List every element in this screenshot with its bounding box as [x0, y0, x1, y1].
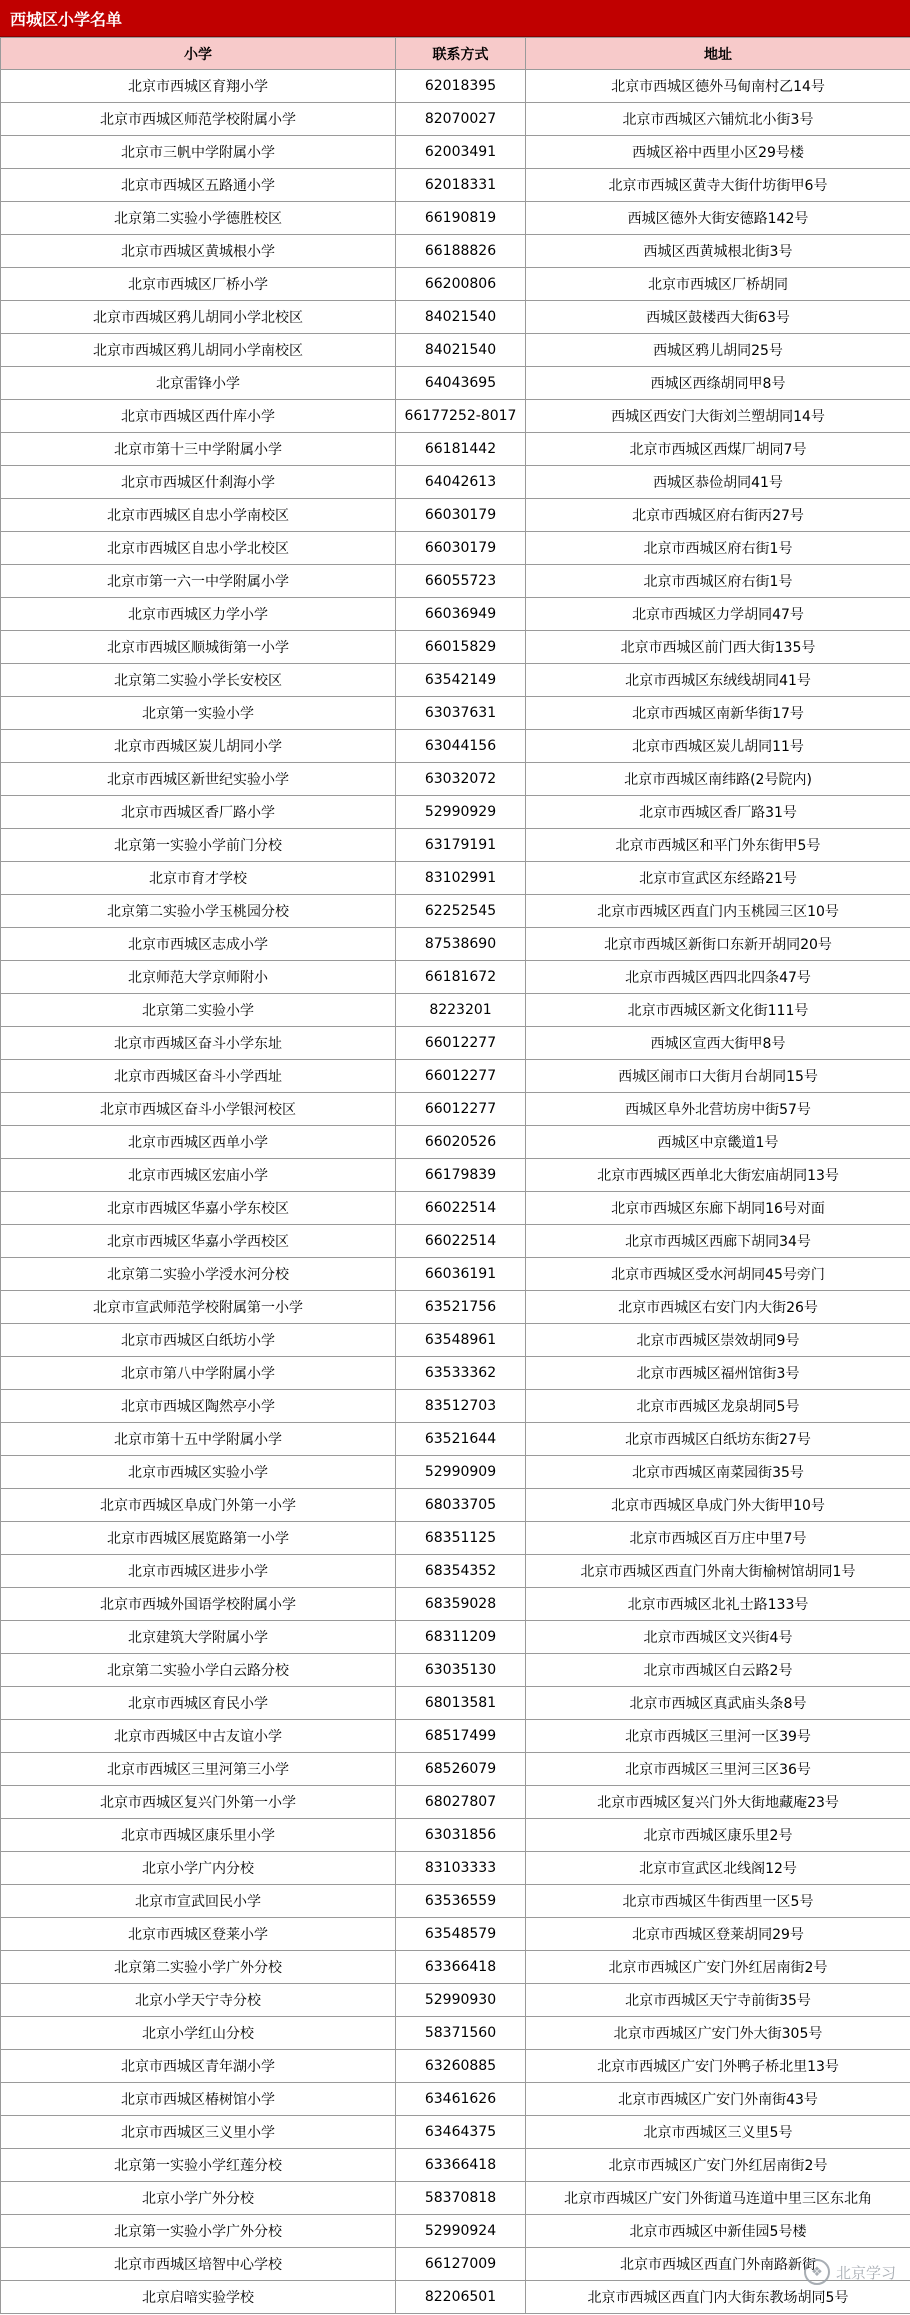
table-row	[1, 1720, 910, 1753]
cell-address: 北京市宣武区东经路21号	[526, 862, 910, 895]
cell-school: 北京第二实验小学长安校区	[1, 664, 396, 697]
cell-contact: 63179191	[396, 829, 526, 862]
cell-address: 北京市西城区西直门内大街东教场胡同5号	[526, 2281, 910, 2314]
cell-contact: 63464375	[396, 2116, 526, 2149]
cell-contact: 66127009	[396, 2248, 526, 2281]
table-row	[1, 598, 910, 631]
table-row	[1, 136, 910, 169]
cell-school: 北京市第一六一中学附属小学	[1, 565, 396, 598]
cell-school: 北京市西城区复兴门外第一小学	[1, 1786, 396, 1819]
cell-contact: 68311209	[396, 1621, 526, 1654]
cell-school: 北京市西城区新世纪实验小学	[1, 763, 396, 796]
cell-contact: 68033705	[396, 1489, 526, 1522]
cell-school: 北京市宣武回民小学	[1, 1885, 396, 1918]
cell-address: 北京市西城区厂桥胡同	[526, 268, 910, 301]
cell-school: 北京第二实验小学白云路分校	[1, 1654, 396, 1687]
table-row	[1, 1654, 910, 1687]
cell-school: 北京小学广外分校	[1, 2182, 396, 2215]
cell-school: 北京市西城区什刹海小学	[1, 466, 396, 499]
cell-address: 北京市西城区府右街1号	[526, 565, 910, 598]
table-row	[1, 928, 910, 961]
cell-contact: 66030179	[396, 499, 526, 532]
cell-school: 北京市西城区华嘉小学东校区	[1, 1192, 396, 1225]
cell-school: 北京第一实验小学红莲分校	[1, 2149, 396, 2182]
table-row	[1, 1423, 910, 1456]
cell-address: 北京市西城区登莱胡同29号	[526, 1918, 910, 1951]
cell-contact: 66036949	[396, 598, 526, 631]
table-row	[1, 268, 910, 301]
cell-contact: 52990909	[396, 1456, 526, 1489]
cell-school: 北京市西城区奋斗小学东址	[1, 1027, 396, 1060]
cell-address: 北京市西城区受水河胡同45号旁门	[526, 1258, 910, 1291]
cell-address: 北京市西城区广安门外红居南街2号	[526, 1951, 910, 1984]
cell-contact: 62252545	[396, 895, 526, 928]
cell-school: 北京市西城区自忠小学南校区	[1, 499, 396, 532]
table-row	[1, 1951, 910, 1984]
cell-contact: 68027807	[396, 1786, 526, 1819]
table-row	[1, 829, 910, 862]
table-row	[1, 235, 910, 268]
cell-address: 西城区闹市口大街月台胡同15号	[526, 1060, 910, 1093]
cell-address: 北京市西城区前门西大街135号	[526, 631, 910, 664]
cell-address: 西城区裕中西里小区29号楼	[526, 136, 910, 169]
cell-school: 北京市西城区西单小学	[1, 1126, 396, 1159]
cell-school: 北京市西城区炭儿胡同小学	[1, 730, 396, 763]
table-row	[1, 1786, 910, 1819]
table-row	[1, 730, 910, 763]
cell-address: 北京市西城区西廊下胡同34号	[526, 1225, 910, 1258]
cell-school: 北京市西城区黄城根小学	[1, 235, 396, 268]
cell-school: 北京市西城区自忠小学北校区	[1, 532, 396, 565]
table-row	[1, 70, 910, 103]
table-row	[1, 400, 910, 433]
header-contact: 联系方式	[396, 38, 526, 70]
cell-contact: 63366418	[396, 2149, 526, 2182]
table-row	[1, 1258, 910, 1291]
cell-school: 北京市西城区志成小学	[1, 928, 396, 961]
cell-school: 北京市西城区五路通小学	[1, 169, 396, 202]
cell-address: 西城区西绦胡同甲8号	[526, 367, 910, 400]
cell-address: 西城区西安门大街刘兰塑胡同14号	[526, 400, 910, 433]
table-row	[1, 961, 910, 994]
cell-contact: 84021540	[396, 334, 526, 367]
cell-contact: 63536559	[396, 1885, 526, 1918]
cell-address: 北京市西城区广安门外鸭子桥北里13号	[526, 2050, 910, 2083]
cell-school: 北京小学红山分校	[1, 2017, 396, 2050]
cell-contact: 63260885	[396, 2050, 526, 2083]
table-row	[1, 2050, 910, 2083]
cell-address: 北京市西城区南纬路(2号院内)	[526, 763, 910, 796]
table-row	[1, 1588, 910, 1621]
table-row	[1, 367, 910, 400]
cell-school: 北京市育才学校	[1, 862, 396, 895]
cell-address: 北京市西城区白云路2号	[526, 1654, 910, 1687]
cell-school: 北京市西城外国语学校附属小学	[1, 1588, 396, 1621]
cell-school: 北京市西城区奋斗小学银河校区	[1, 1093, 396, 1126]
cell-address: 北京市西城区东绒线胡同41号	[526, 664, 910, 697]
cell-address: 北京市西城区百万庄中里7号	[526, 1522, 910, 1555]
table-row	[1, 532, 910, 565]
cell-contact: 66030179	[396, 532, 526, 565]
cell-address: 北京市西城区崇效胡同9号	[526, 1324, 910, 1357]
cell-contact: 83102991	[396, 862, 526, 895]
table-row	[1, 2149, 910, 2182]
cell-contact: 83103333	[396, 1852, 526, 1885]
cell-address: 北京市西城区六铺炕北小街3号	[526, 103, 910, 136]
cell-contact: 63533362	[396, 1357, 526, 1390]
cell-address: 北京市西城区广安门外红居南街2号	[526, 2149, 910, 2182]
cell-address: 北京市西城区新街口东新开胡同20号	[526, 928, 910, 961]
cell-address: 西城区中京畿道1号	[526, 1126, 910, 1159]
cell-contact: 63044156	[396, 730, 526, 763]
cell-school: 北京第二实验小学玉桃园分校	[1, 895, 396, 928]
header-address: 地址	[526, 38, 910, 70]
cell-contact: 84021540	[396, 301, 526, 334]
cell-address: 北京市西城区中新佳园5号楼	[526, 2215, 910, 2248]
cell-school: 北京市西城区师范学校附属小学	[1, 103, 396, 136]
cell-contact: 68359028	[396, 1588, 526, 1621]
cell-address: 北京市西城区西四北四条47号	[526, 961, 910, 994]
cell-school: 北京第一实验小学	[1, 697, 396, 730]
table-row	[1, 2083, 910, 2116]
cell-school: 北京市西城区奋斗小学西址	[1, 1060, 396, 1093]
cell-school: 北京市西城区育翔小学	[1, 70, 396, 103]
cell-address: 北京市西城区三里河一区39号	[526, 1720, 910, 1753]
table-row	[1, 103, 910, 136]
cell-school: 北京小学广内分校	[1, 1852, 396, 1885]
cell-school: 北京市西城区中古友谊小学	[1, 1720, 396, 1753]
header-school: 小学	[1, 38, 396, 70]
cell-school: 北京市西城区登莱小学	[1, 1918, 396, 1951]
cell-school: 北京市西城区展览路第一小学	[1, 1522, 396, 1555]
cell-address: 北京市西城区西煤厂胡同7号	[526, 433, 910, 466]
cell-address: 北京市西城区西直门内玉桃园三区10号	[526, 895, 910, 928]
cell-school: 北京市西城区陶然亭小学	[1, 1390, 396, 1423]
table-row	[1, 1687, 910, 1720]
cell-address: 北京市西城区阜成门外大街甲10号	[526, 1489, 910, 1522]
table-row	[1, 169, 910, 202]
cell-contact: 68351125	[396, 1522, 526, 1555]
cell-school: 北京市西城区白纸坊小学	[1, 1324, 396, 1357]
cell-address: 北京市西城区龙泉胡同5号	[526, 1390, 910, 1423]
table-row	[1, 2281, 910, 2314]
cell-contact: 66022514	[396, 1192, 526, 1225]
cell-contact: 58370818	[396, 2182, 526, 2215]
cell-address: 北京市西城区新文化街111号	[526, 994, 910, 1027]
table-row	[1, 664, 910, 697]
cell-address: 北京市西城区南菜园街35号	[526, 1456, 910, 1489]
cell-contact: 66055723	[396, 565, 526, 598]
cell-school: 北京第二实验小学涭水河分校	[1, 1258, 396, 1291]
cell-contact: 66012277	[396, 1027, 526, 1060]
table-row	[1, 1753, 910, 1786]
cell-address: 北京市西城区黄寺大街什坊街甲6号	[526, 169, 910, 202]
school-table	[0, 37, 910, 2314]
cell-contact: 52990924	[396, 2215, 526, 2248]
cell-school: 北京市西城区顺城街第一小学	[1, 631, 396, 664]
cell-contact: 63548579	[396, 1918, 526, 1951]
cell-school: 北京第二实验小学	[1, 994, 396, 1027]
table-row	[1, 631, 910, 664]
cell-address: 西城区阜外北营坊房中街57号	[526, 1093, 910, 1126]
watermark	[804, 2259, 896, 2285]
cell-address: 北京市西城区天宁寺前街35号	[526, 1984, 910, 2017]
cell-contact: 66179839	[396, 1159, 526, 1192]
cell-school: 北京市西城区鸦儿胡同小学北校区	[1, 301, 396, 334]
cell-address: 北京市西城区西单北大街宏庙胡同13号	[526, 1159, 910, 1192]
cell-contact: 52990930	[396, 1984, 526, 2017]
chat-bubble-icon: ❖	[804, 2259, 830, 2285]
cell-contact: 62018331	[396, 169, 526, 202]
cell-contact: 87538690	[396, 928, 526, 961]
table-row	[1, 2182, 910, 2215]
cell-address: 北京市西城区福州馆街3号	[526, 1357, 910, 1390]
cell-contact: 66020526	[396, 1126, 526, 1159]
cell-address: 北京市西城区复兴门外大街地藏庵23号	[526, 1786, 910, 1819]
cell-contact: 66177252-8017	[396, 400, 526, 433]
table-row	[1, 1984, 910, 2017]
table-row	[1, 1093, 910, 1126]
cell-school: 北京市西城区青年湖小学	[1, 2050, 396, 2083]
table-row	[1, 2248, 910, 2281]
table-row	[1, 1885, 910, 1918]
cell-address: 北京市西城区和平门外东街甲5号	[526, 829, 910, 862]
cell-school: 北京第一实验小学广外分校	[1, 2215, 396, 2248]
table-row	[1, 301, 910, 334]
cell-address: 西城区鸦儿胡同25号	[526, 334, 910, 367]
table-row	[1, 1489, 910, 1522]
cell-school: 北京小学天宁寺分校	[1, 1984, 396, 2017]
cell-address: 北京市西城区白纸坊东街27号	[526, 1423, 910, 1456]
cell-school: 北京市西城区力学小学	[1, 598, 396, 631]
cell-address: 西城区鼓楼西大街63号	[526, 301, 910, 334]
cell-address: 北京市西城区右安门内大街26号	[526, 1291, 910, 1324]
table-row	[1, 862, 910, 895]
cell-address: 北京市西城区府右街丙27号	[526, 499, 910, 532]
table-row	[1, 1126, 910, 1159]
cell-contact: 66036191	[396, 1258, 526, 1291]
cell-address: 北京市宣武区北线阁12号	[526, 1852, 910, 1885]
cell-school: 北京市宣武师范学校附属第一小学	[1, 1291, 396, 1324]
cell-contact: 62018395	[396, 70, 526, 103]
table-row	[1, 1522, 910, 1555]
cell-school: 北京启喑实验学校	[1, 2281, 396, 2314]
cell-address: 北京市西城区东廊下胡同16号对面	[526, 1192, 910, 1225]
cell-address: 北京市西城区广安门外南街43号	[526, 2083, 910, 2116]
cell-school: 北京市三帆中学附属小学	[1, 136, 396, 169]
cell-address: 西城区恭俭胡同41号	[526, 466, 910, 499]
cell-school: 北京市西城区椿树馆小学	[1, 2083, 396, 2116]
cell-contact: 63366418	[396, 1951, 526, 1984]
cell-school: 北京市西城区培智中心学校	[1, 2248, 396, 2281]
table-title: 西城区小学名单	[0, 0, 910, 37]
cell-address: 西城区宣西大街甲8号	[526, 1027, 910, 1060]
table-row	[1, 1291, 910, 1324]
cell-contact: 66188826	[396, 235, 526, 268]
cell-address: 北京市西城区广安门外街道马连道中里三区东北角	[526, 2182, 910, 2215]
cell-contact: 82070027	[396, 103, 526, 136]
table-row	[1, 499, 910, 532]
cell-address: 北京市西城区文兴街4号	[526, 1621, 910, 1654]
cell-address: 北京市西城区真武庙头条8号	[526, 1687, 910, 1720]
cell-address: 北京市西城区南新华街17号	[526, 697, 910, 730]
cell-school: 北京市西城区实验小学	[1, 1456, 396, 1489]
table-row	[1, 2017, 910, 2050]
cell-contact: 68517499	[396, 1720, 526, 1753]
table-row	[1, 334, 910, 367]
cell-contact: 63461626	[396, 2083, 526, 2116]
cell-contact: 63037631	[396, 697, 526, 730]
cell-contact: 8223201	[396, 994, 526, 1027]
cell-school: 北京第一实验小学前门分校	[1, 829, 396, 862]
cell-contact: 68526079	[396, 1753, 526, 1786]
table-row	[1, 1918, 910, 1951]
cell-contact: 63032072	[396, 763, 526, 796]
table-row	[1, 1324, 910, 1357]
table-row	[1, 565, 910, 598]
cell-school: 北京师范大学京师附小	[1, 961, 396, 994]
cell-school: 北京市西城区厂桥小学	[1, 268, 396, 301]
cell-school: 北京市西城区宏庙小学	[1, 1159, 396, 1192]
cell-school: 北京市西城区西什库小学	[1, 400, 396, 433]
table-row	[1, 1456, 910, 1489]
table-row	[1, 1159, 910, 1192]
table-row	[1, 994, 910, 1027]
cell-contact: 63521644	[396, 1423, 526, 1456]
table-row	[1, 433, 910, 466]
cell-school: 北京市西城区阜成门外第一小学	[1, 1489, 396, 1522]
cell-contact: 63031856	[396, 1819, 526, 1852]
table-row	[1, 1357, 910, 1390]
cell-contact: 66181442	[396, 433, 526, 466]
table-row	[1, 1027, 910, 1060]
cell-address: 北京市西城区牛街西里一区5号	[526, 1885, 910, 1918]
cell-contact: 62003491	[396, 136, 526, 169]
cell-contact: 66022514	[396, 1225, 526, 1258]
cell-school: 北京第二实验小学广外分校	[1, 1951, 396, 1984]
table-row	[1, 1192, 910, 1225]
cell-contact: 58371560	[396, 2017, 526, 2050]
cell-school: 北京市第八中学附属小学	[1, 1357, 396, 1390]
cell-contact: 63542149	[396, 664, 526, 697]
header-row	[1, 38, 910, 70]
table-row	[1, 1555, 910, 1588]
cell-contact: 82206501	[396, 2281, 526, 2314]
cell-contact: 52990929	[396, 796, 526, 829]
cell-contact: 68013581	[396, 1687, 526, 1720]
cell-address: 北京市西城区德外马甸南村乙14号	[526, 70, 910, 103]
table-row	[1, 202, 910, 235]
cell-contact: 66015829	[396, 631, 526, 664]
table-row	[1, 1225, 910, 1258]
table-row	[1, 796, 910, 829]
cell-contact: 66181672	[396, 961, 526, 994]
cell-address: 北京市西城区广安门外大街305号	[526, 2017, 910, 2050]
table-row	[1, 1060, 910, 1093]
cell-contact: 66012277	[396, 1093, 526, 1126]
watermark-text: 北京学习	[835, 2263, 896, 2282]
cell-address: 北京市西城区炭儿胡同11号	[526, 730, 910, 763]
cell-contact: 66200806	[396, 268, 526, 301]
cell-address: 西城区德外大街安德路142号	[526, 202, 910, 235]
cell-school: 北京雷锋小学	[1, 367, 396, 400]
table-body	[1, 70, 910, 2314]
cell-address: 北京市西城区西直门外南路新街	[526, 2248, 910, 2281]
cell-school: 北京市西城区三义里小学	[1, 2116, 396, 2149]
cell-school: 北京市西城区康乐里小学	[1, 1819, 396, 1852]
cell-contact: 83512703	[396, 1390, 526, 1423]
cell-school: 北京市西城区三里河第三小学	[1, 1753, 396, 1786]
cell-contact: 63548961	[396, 1324, 526, 1357]
cell-contact: 66012277	[396, 1060, 526, 1093]
cell-contact: 64042613	[396, 466, 526, 499]
cell-address: 北京市西城区北礼士路133号	[526, 1588, 910, 1621]
table-row	[1, 763, 910, 796]
cell-contact: 68354352	[396, 1555, 526, 1588]
cell-school: 北京市第十三中学附属小学	[1, 433, 396, 466]
cell-school: 北京市西城区华嘉小学西校区	[1, 1225, 396, 1258]
cell-school: 北京市西城区鸦儿胡同小学南校区	[1, 334, 396, 367]
table-row	[1, 2215, 910, 2248]
cell-address: 北京市西城区三义里5号	[526, 2116, 910, 2149]
cell-contact: 63035130	[396, 1654, 526, 1687]
cell-address: 北京市西城区三里河三区36号	[526, 1753, 910, 1786]
cell-school: 北京市西城区育民小学	[1, 1687, 396, 1720]
table-row	[1, 2116, 910, 2149]
cell-school: 北京市第十五中学附属小学	[1, 1423, 396, 1456]
cell-address: 西城区西黄城根北街3号	[526, 235, 910, 268]
cell-school: 北京第二实验小学德胜校区	[1, 202, 396, 235]
table-row	[1, 697, 910, 730]
table-row	[1, 1852, 910, 1885]
cell-address: 北京市西城区西直门外南大街榆树馆胡同1号	[526, 1555, 910, 1588]
table-row	[1, 1621, 910, 1654]
cell-address: 北京市西城区府右街1号	[526, 532, 910, 565]
table-row	[1, 1390, 910, 1423]
cell-contact: 63521756	[396, 1291, 526, 1324]
cell-address: 北京市西城区香厂路31号	[526, 796, 910, 829]
cell-contact: 64043695	[396, 367, 526, 400]
table-row	[1, 895, 910, 928]
table-row	[1, 1819, 910, 1852]
cell-school: 北京市西城区香厂路小学	[1, 796, 396, 829]
cell-school: 北京建筑大学附属小学	[1, 1621, 396, 1654]
cell-address: 北京市西城区力学胡同47号	[526, 598, 910, 631]
cell-address: 北京市西城区康乐里2号	[526, 1819, 910, 1852]
table-row	[1, 466, 910, 499]
cell-school: 北京市西城区进步小学	[1, 1555, 396, 1588]
cell-contact: 66190819	[396, 202, 526, 235]
